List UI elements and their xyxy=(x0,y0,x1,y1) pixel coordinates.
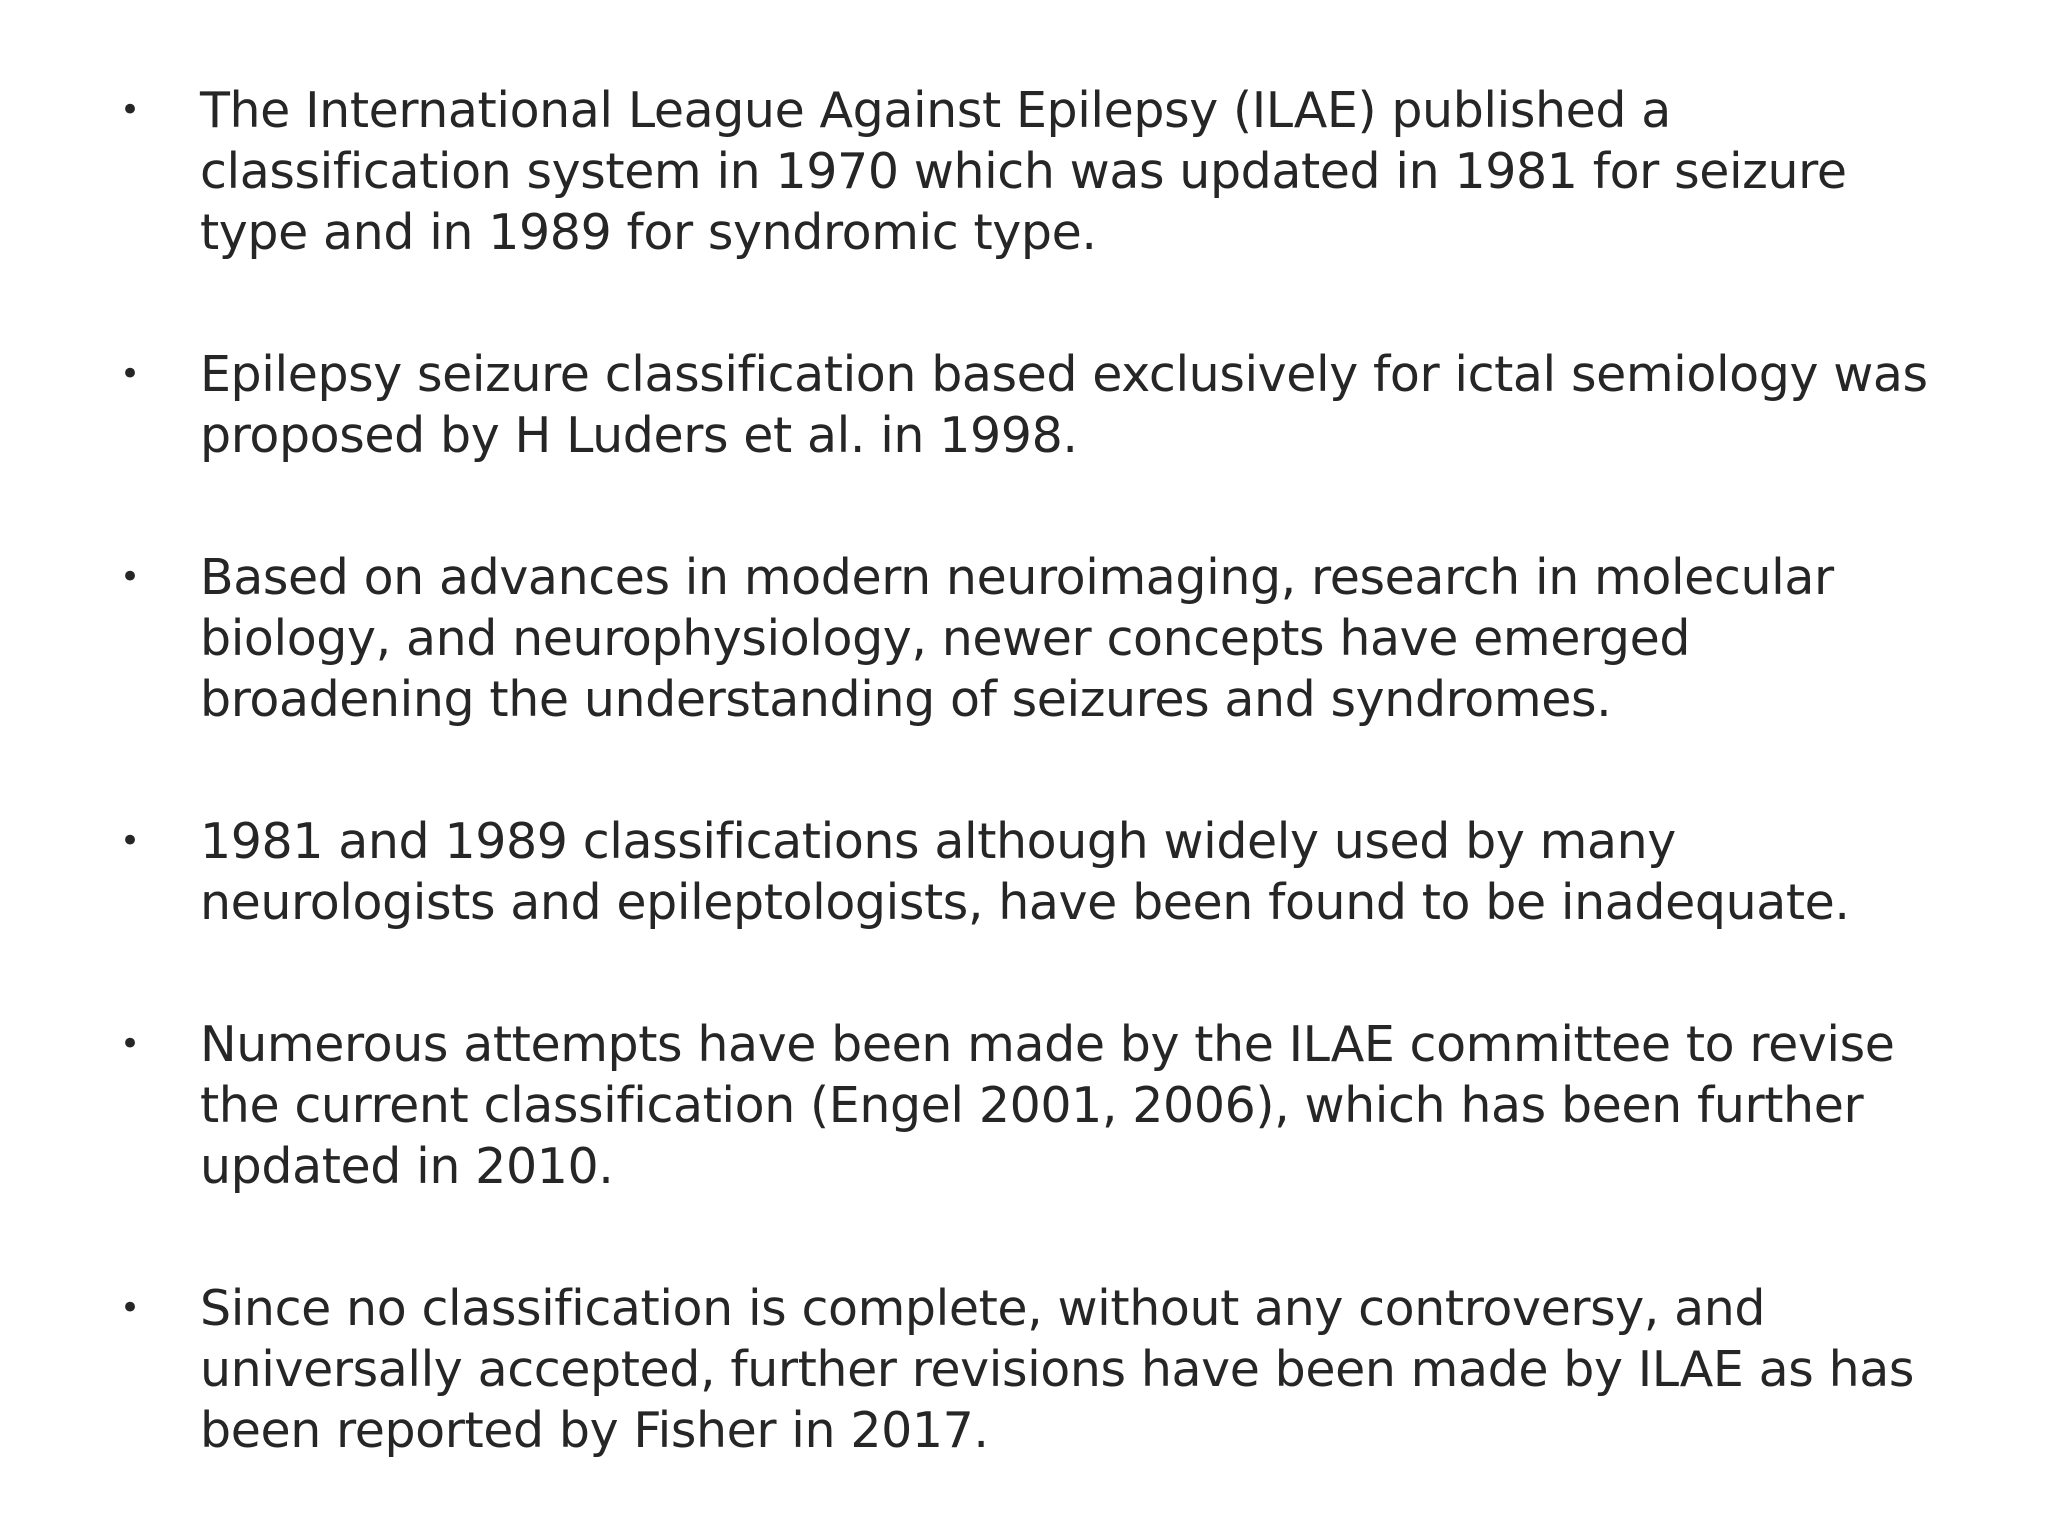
bullet-icon: • xyxy=(120,557,140,597)
bullet-item xyxy=(120,811,1948,933)
bullet-icon: • xyxy=(120,1024,140,1064)
bullet-icon: • xyxy=(120,1288,140,1328)
bullet-icon: • xyxy=(120,90,140,130)
bullet-text: Based on advances in modern neuroimaging, research in molecular biology, and neurophysiology, newer concepts have emerged broadening the understanding of seizures and syndromes. xyxy=(200,549,1834,728)
bullet-item xyxy=(120,1278,1948,1461)
bullet-text: Since no classification is complete, without any controversy, and universally accepted, further revisions have been made by ILAE as has been reported by Fisher in 2017. xyxy=(200,1280,1915,1459)
bullet-text: Epilepsy seizure classification based exclusively for ictal semiology was proposed by H Luders et al. in 1998. xyxy=(200,346,1928,464)
bullet-text: Numerous attempts have been made by the ILAE committee to revise the current classification (Engel 2001, 2006), which has been further updated in 2010. xyxy=(200,1016,1895,1195)
bullet-icon: • xyxy=(120,821,140,861)
bullet-list xyxy=(120,80,1948,1461)
bullet-item xyxy=(120,344,1948,466)
bullet-text: 1981 and 1989 classifications although widely used by many neurologists and epileptologists, have been found to be inadequate. xyxy=(200,813,1850,931)
bullet-icon: • xyxy=(120,354,140,394)
bullet-text: The International League Against Epilepsy (ILAE) published a classification system in 1970 which was updated in 1981 for seizure type and in 1989 for syndromic type. xyxy=(200,82,1847,261)
bullet-item xyxy=(120,1014,1948,1197)
bullet-item xyxy=(120,547,1948,730)
bullet-item xyxy=(120,80,1948,263)
